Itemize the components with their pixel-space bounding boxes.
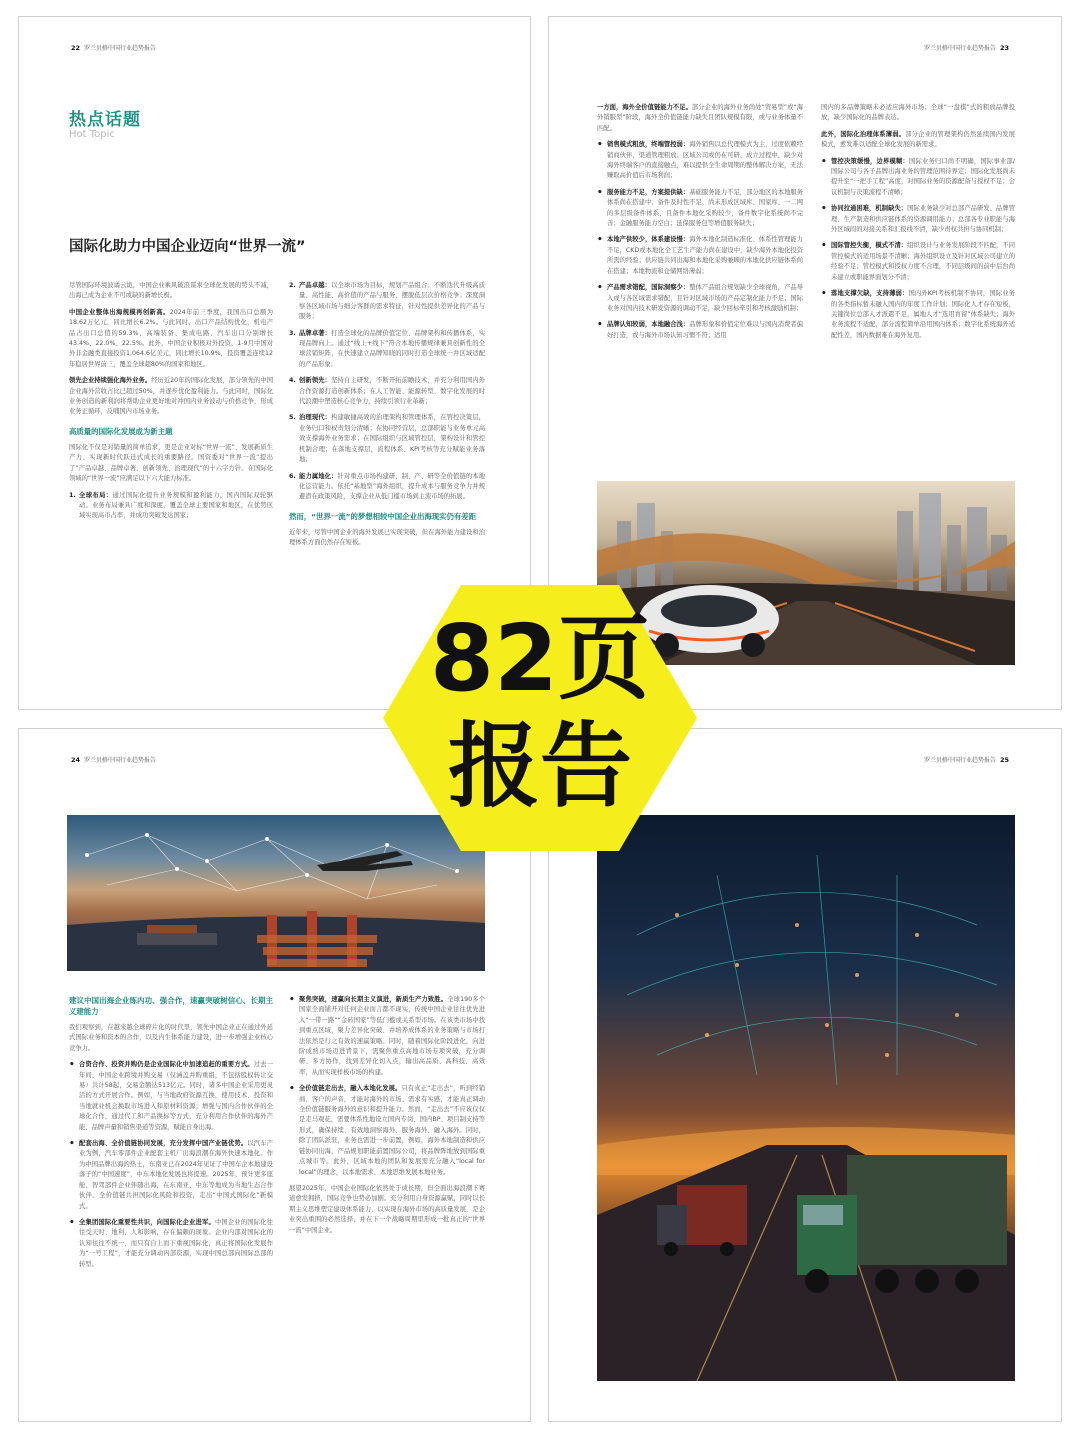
truck-globe-illustration xyxy=(597,815,1015,1381)
list-item: • 品牌认知较弱，本地融合浅：品牌形象和价值定位难以与国内消费者偏好打造，或与海外市场认知习惯不符；适用 xyxy=(597,320,804,339)
paragraph: 一方面，海外全价值链能力不足。部分企业的海外业务尚处“贸易型”或“海外销服型”阶段，海外全价值链能力缺失且团队规模有限，或与业务体量不匹配。 xyxy=(597,104,804,132)
list-item: • 产品需求错配，国际洞察少：整体产品组合规划缺少全球视角，产品导入或与各区域需求错配，且针对区域市场的产品定制化能力不足；国际业务对国内技术研发资源的调动不足，缺少回标牵引和考核激励机制； xyxy=(597,283,804,312)
subheading: 高质量的国际化发展成为新主题 xyxy=(69,426,173,436)
list-item: • 合资合作、投资并购仍是企业国际化中加速追赶的重要方式。过去一年间，中国企业跨境并购交易（仅涵盖并购重组，不包括股权转让交易）共计58起，交易金额达513亿元。同时，诸多中国企业采用更灵活的方式开展合作。例如，与当地政府资源互换，使用技术、投资和当地就业机会换取市场进入和原材料资源；增强与国内合作伙伴的全球化合作，通过代工和产品换标等方式，充分利用合作伙伴的海外产能、品牌声量和销售渠道等资源，赋能自身出海。 xyxy=(69,1060,274,1131)
list-item: • 服务能力不足，方案提供缺：基础服务能力不足，部分地区的本地服务体系尚在搭建中；备件及时性不足，尚未形成区域库、国家库、一二网的多层级备件体系，且备件本地化采购较少，备件数字化系统尚不完善；金融服务能力空白；延保服务包等增值服务缺失； xyxy=(597,187,804,228)
text-column-left xyxy=(69,281,273,528)
paragraph: 国内的多品牌策略未必适应海外市场；全球“一盘棋”式的粗放品牌投放，缺少国际化的品牌表达。 xyxy=(821,104,1015,122)
paragraph: 领先企业持续强化海外业务。经历近20年的国际化发展，部分领先的中国企业海外营收占比已超过50%，并逐步优化盈利能力。与此同时，国际化业务创造的新利润将帮助企业更好地对冲国内业务波动与价格竞争，形成业务正循环，反哺国内市场业务。 xyxy=(69,377,273,416)
truck-globe-image xyxy=(597,815,1015,1381)
list-item: 6. 能力属地化：针对重点市场构建研、制、产、研等全价值链的本地化运营能力。依托“基地型”海外组织，提升成本与服务竞争力并规避潜在政策风险，支撑企业从低门槛市场到主流市场的拓展。 xyxy=(289,472,486,501)
running-header xyxy=(924,755,1013,764)
running-head-text: 罗兰贝格中国行业趋势报告 xyxy=(923,757,996,764)
running-head-text: 罗兰贝格中国行业趋势报告 xyxy=(923,45,996,52)
paragraph: 国际化不仅是对销量的简单追求，更是企业对标“世界一流”、发展新质生产力、实现新时代跃迁式成长的重要路径。国资委对“世界一流”提出了“产品卓越、品牌卓著、创新领先、治理现代”的十六字方针。在国际化领域的“世界一流”应满足以下六大能力标准。 xyxy=(69,443,273,483)
list-item: 4. 创新领先：坚持自主研发，不断开拓前瞻技术，并充分利用国内外合作资源打造创新体系；在人工智能、能源转型、数字化发展的时代浪潮中塑造核心竞争力，持续引领行业革新； xyxy=(289,377,486,406)
list-item: • 管控决策缓慢，边界模糊：国际业务归口尚不明确，国际事业部/国际公司与各子品牌出海业务的管理范围待界定；国际化发展尚未提升至“一把手工程”高度，对国际业务的资源配备与授权不足；会议机制与决策流程不清晰； xyxy=(821,156,1016,196)
running-header xyxy=(67,43,156,52)
section-subtitle: Hot Topic xyxy=(69,129,115,140)
list-item: • 国际管控失衡，模式不清：组织设计与业务发展阶段不匹配，不同管控模式的适用场景不清晰；海外组织设立及针对区域公司建立的经验不足；管控模式和授权力度不合理，不同层级间的前中后台尚未建立或职能界面划分不清； xyxy=(821,241,1016,281)
list-item: 2. 产品卓越：以全球市场为目标，规划产品组合；不断迭代升级高质量、高性能、高价值的产品与服务，摆脱低层次价格竞争；深度洞察各区域市场与细分客群的需求特征，针对性提供差异化的产品与服务； xyxy=(289,282,486,321)
text-column-right xyxy=(289,995,485,1242)
paragraph: 此外，国际化治理体系薄弱。部分企业的管理架构仍然延续国内发展模式，愈发难以适配全球化发展的新需求。 xyxy=(821,130,1016,149)
list-item: • 全价值链走出去，融入本地化发展。只有真正“走出去”，听到经销商、客户的声音，才能对海外的市场、需求有实感，才能真正调动全价值链服务海外的意识和提升能力。然而，“走出去”不应该仅仅是走马观花，需要体系性地设立国内专岗、国内BP、项目制支持等形式，确保持续、有效地洞察海外、服务海外、融入海外。同时，除了团队派驻，业务也需进一步前置，例如，海外本地制造和供应链协同出海，产品规划职能前置国际公司，将品牌阵地放到国际重点城市等。此外，区域本地的团队和发展需充分融入“local for local”的理念，以本地需求、本地思维发展本地业务。 xyxy=(289,1084,486,1176)
badge-line-2: 报告 xyxy=(447,713,632,820)
list-item: • 销售模式粗放，终端管控弱：海外销售以总代理模式为主，过度依赖经销商伙伴，渠道管理粗放；区域公司或仍在可研、成立过程中，缺少对海外终端客户的直接触点，难以提供全生命周期的整体解决方案，无法赚取高价值后市场利润； xyxy=(597,140,804,180)
running-head-text: 罗兰贝格中国行业趋势报告 xyxy=(84,757,157,764)
text-column-right xyxy=(821,103,1015,347)
paragraph: 尽管国际环境波谲云诡，中国企业乘风破浪谋求全球化发展的势头不减，出海已成为企业不可或缺的新增长极。 xyxy=(69,282,273,300)
page-number: 23 xyxy=(999,44,1009,52)
running-header xyxy=(67,755,156,764)
paragraph: 中国企业整体出海规模再创新高。2024年前三季度，我国出口总额为18.62万亿元，同比增长6.2%。与此同时，出口产品结构优化，机电产品占出口总值的59.3%，高端装备、集成电路、汽车出口分别增长43.4%、22.0%、22.5%。此外，中国企业积极对外投资，1-9月中国对外非金融类直接投资1,064.6亿美元，同比增长10.9%，投资覆盖连续12年稳居世界前三，覆盖全球超80%的国家和地区。 xyxy=(69,308,273,368)
text-column-left xyxy=(597,103,803,347)
list-item: • 全集团国际化重要性共识，向国际化企业进军。中国企业的国际化往往受天时、地利、人和影响，存在偏颇的现象。企业内部对国际化的认知往往不统一，而只有自上而下重视国际化，真正将国际化发展作为“一号工程”，才能充分调动内部资源，实现中国总部向国际总部的转型。 xyxy=(69,1217,274,1268)
running-head-text: 罗兰贝格中国行业趋势报告 xyxy=(84,45,157,52)
running-header xyxy=(924,43,1013,52)
page-number: 25 xyxy=(999,756,1009,764)
list-item: • 协同拉通困难，机制缺失：国际业务缺少对总部产品研发、品牌管理、生产制造和供应链体系的资源调用能力；总部各专业职能与海外区域间的对接关系和汇报线不清，缺少责权共担与协同机制； xyxy=(821,204,1016,234)
list-item: 5. 治理现代：构建敏捷高效的治理架构和管理体系，在管控决策层，业务归口和权责划分清晰；在协同经营层，总部职能与业务单元高效支撑海外业务需求；在国际组织与区域管控层，架构设计和管控机制合理；在落地支撑层，流程体系、KPI考核等充分赋能业务落地； xyxy=(289,414,486,464)
text-column-left xyxy=(69,995,273,1276)
text-column-right xyxy=(289,281,485,555)
list-item: • 聚焦突破，速赢向长期主义演进，新质生产力致胜。全球190多个国家全面铺开对任何企业而言都不现实，传统中国企业往往优先进入“一带一路”“金砖国家”等低门槛或关系型市场。在该类市场中找到重点区域，聚力差异化突破、并培养成体系的业务策略与市场打法依然是行之有效的速赢策略。同时，随着国际化阶段进化，向进阶成熟市场迈进背景下，需聚焦重点高地市场专项突破，充分调研、多方协作，找到差异化切入点，输出高品质、高科技、高效率，从而实现样板市场的构建。 xyxy=(289,995,485,1076)
badge-line-1: 82页 xyxy=(429,605,651,712)
page-number: 22 xyxy=(71,44,81,52)
list-item: 1. 全球布局：通过国际化提升业务规模和盈利能力，国内国际双轮驱动。业务布局兼具广度和深度，覆盖全球主要国家和地区，在优势区域实现高市占率，并成功突破发达国家； xyxy=(69,491,274,520)
list-item: • 本地产供较少，体系建设慢：海外本地化制造标准化、体系性管理能力不足，CKD或本地化全工艺生产能力尚在建设中，缺少海外本地化投资所需的经验；供应链共同出海和本地化采购兼顾的本地化供应链体系尚在搭建；本地物流和仓储网络薄弱； xyxy=(597,235,804,275)
page-count-badge xyxy=(381,583,699,853)
list-item: 3. 品牌卓著：打造全球化的品牌价值定位、品牌架构和传播体系，实现品牌向上。通过“线上+线下”符合本地传播规律兼具创新性的全球营销矩阵，在快速建立品牌知晓的同时打造全球统一并区域适配的产品形象； xyxy=(289,329,486,368)
page-number: 24 xyxy=(71,756,81,764)
paragraph: 近年来，尽管中国企业的海外发展已实现突破，但在海外能力建设和治理体系方面仍然存在短板。 xyxy=(289,528,485,547)
list-item: • 落地支撑欠缺，支持薄弱：国内外KPI考核机制不协同，国际业务的各类指标暂未融入国内的年度工作计划；国际化人才存在短板，关键岗位总部人才派遣不足，属地人才“选用育留”体系缺失；海外业务流程不适配，部分流程简单沿用国内体系；数字化系统海外适配性差，国内数据难在海外复用。 xyxy=(821,289,1016,339)
subheading: 建议中国出海企业练内功、强合作，速赢突破树信心、长期主义建能力 xyxy=(69,996,273,1016)
paragraph: 我们观察到，在越来越全球碎片化的时代里，领先中国企业正在通过外延式国际业务和资本的合作，以及内生体系能力建设，进一步增强企业核心竞争力。 xyxy=(69,1024,273,1052)
section-title: 热点话题 xyxy=(69,110,141,130)
list-item: • 配套出海、全价值链协同发展，充分发挥中国产业链优势。以汽车产业为例，汽车零部件企业配套主机厂出海浪潮在海外快速本地化。作为中国品牌出海的热土，东南亚已在2024年见证了中国车企本地建设落子的“中国速度”，中东本地化发展也将提速。2025年，预计更多座舱、智驾部件企业伴随出海，在东南亚、中东等地成为当地生态合作伙伴。全价值链共担国际化风险和投资，走出“中国式国际化”新模式。 xyxy=(69,1139,274,1210)
paragraph: 展望2025年，中国企业国际化依然处于成长期，但全面出海浪潮下赛道愈发拥挤，国际竞争也势必加剧。充分利用自身资源赢赋，同时以长期主义思维塑定建设体系能力，以实现在海外市场的高质量发展，是企业突出重围的必然选择，并在下一个战略周期里形成一批真正的“世界一流”中国企业。 xyxy=(289,1184,485,1234)
subheading: 然而，“世界一流”的梦想相较中国企业出海现实仍有差距 xyxy=(289,511,477,521)
page-title: 国际化助力中国企业迈向“世界一流” xyxy=(69,239,306,255)
